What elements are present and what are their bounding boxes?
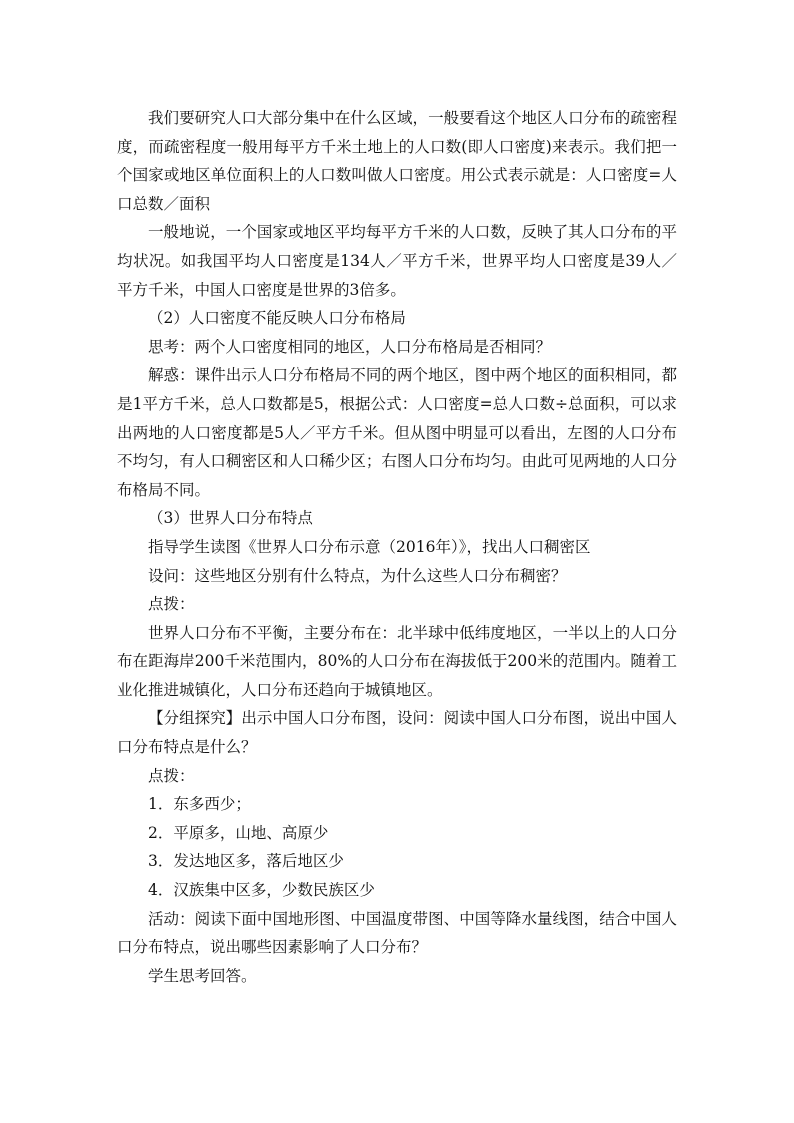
- paragraph-world-characteristics: 世界人口分布不平衡，主要分布在：北半球中低纬度地区，一半以上的人口分布在距海岸200千米范围内，80%的人口分布在海拔低于200米的范围内。随着工业化推进城镇化，人口分布还趋向于城镇地区。: [117, 623, 677, 699]
- paragraph-average-density: 一般地说，一个国家或地区平均每平方千米的人口数，反映了其人口分布的平均状况。如我国平均人口密度是134人／平方千米，世界平均人口密度是39人／平方千米，中国人口密度是世界的3倍多。: [117, 223, 677, 299]
- paragraph-student-answer: 学生思考回答。: [148, 966, 257, 985]
- list-item-3: 3．发达地区多，落后地区少: [148, 852, 344, 871]
- paragraph-activity: 活动：阅读下面中国地形图、中国温度带图、中国等降水量线图，结合中国人口分布特点，说出哪些因素影响了人口分布？: [117, 909, 677, 957]
- paragraph-hint-label-2: 点拨：: [148, 766, 195, 785]
- paragraph-population-density-intro: 我们要研究人口大部分集中在什么区域，一般要看这个地区人口分布的疏密程度，而疏密程度一般用每平方千米土地上的人口数(即人口密度)来表示。我们把一个国家或地区单位面积上的人口数叫做人口密度。用公式表示就是：人口密度=人口总数／面积: [117, 109, 677, 213]
- list-item-4: 4．汉族集中区多，少数民族区少: [148, 881, 375, 900]
- paragraph-group-inquiry: 【分组探究】出示中国人口分布图，设问：阅读中国人口分布图，说出中国人口分布特点是什么？: [117, 709, 677, 757]
- document-body: [117, 104, 677, 990]
- paragraph-map-reading: 指导学生读图《世界人口分布示意（2016年）》，找出人口稠密区: [148, 537, 591, 556]
- heading-density-limitation: （2）人口密度不能反映人口分布格局: [148, 309, 406, 328]
- paragraph-question: 设问：这些地区分别有什么特点，为什么这些人口分布稠密？: [148, 566, 567, 585]
- paragraph-explanation: 解惑：课件出示人口分布格局不同的两个地区，图中两个地区的面积相同，都是1平方千米，总人口数都是5，根据公式：人口密度=总人口数÷总面积，可以求出两地的人口密度都是5人／平方千米。但从图中明显可以看出，左图的人口分布不均匀，有人口稠密区和人口稀少区；右图人口分布均匀。由此可见两地的人口分布格局不同。: [117, 366, 677, 499]
- list-item-1: 1．东多西少；: [148, 795, 251, 814]
- list-item-2: 2．平原多，山地、高原少: [148, 823, 329, 842]
- heading-world-distribution: （3）世界人口分布特点: [148, 509, 313, 528]
- paragraph-think-question: 思考：两个人口密度相同的地区，人口分布格局是否相同？: [148, 337, 552, 356]
- paragraph-hint-label: 点拨：: [148, 595, 195, 614]
